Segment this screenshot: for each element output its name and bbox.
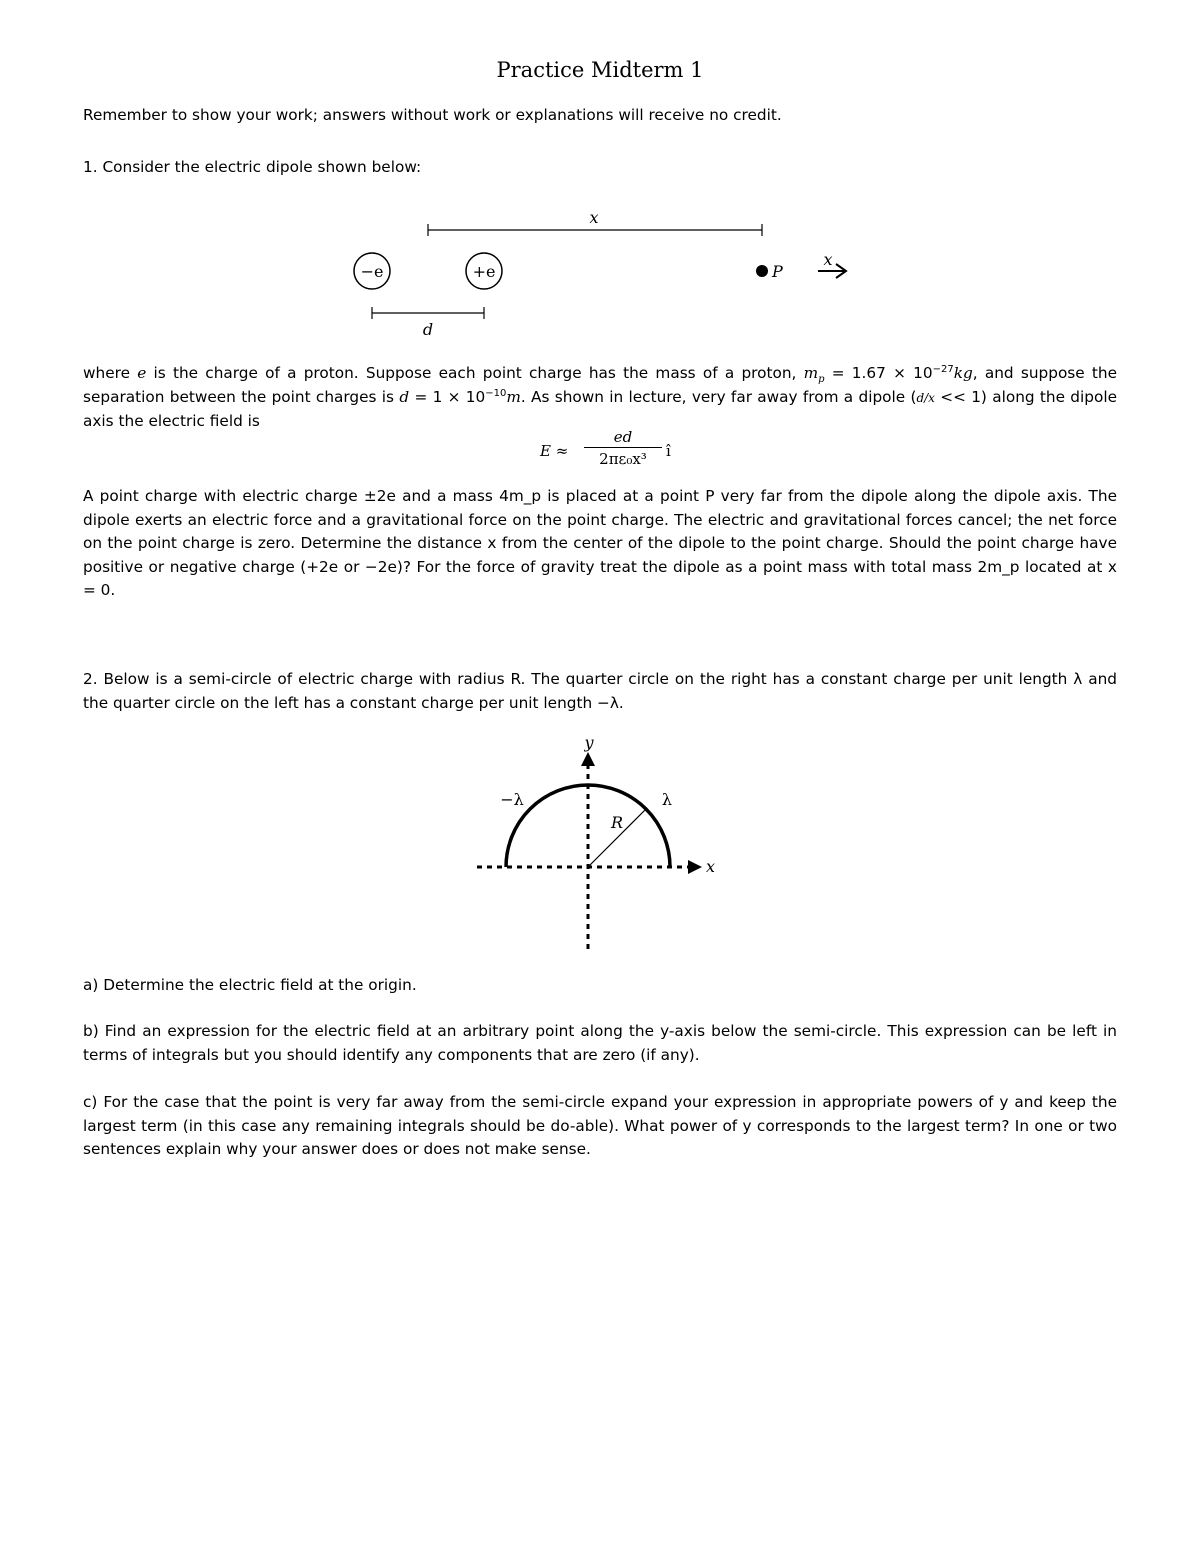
question-1-task: A point charge with electric charge ±2e and a mass 4m_p is placed at a point P very far from the dipole along the dipole axis. The dipole exerts an electric force and a gravitational force on the point charge. The electric and gravitational forces cancel; the net force on the point charge is zero. Determine the distance x from the center of the dipole to the point charge. Should the point charge have positive or negative charge (+2e or −2e)? For the force of gravity treat the dipole as a point mass with total mass 2m_p located at x = 0.	[83, 487, 1117, 599]
x-axis-arrow-icon	[688, 860, 702, 874]
question-1-setup: where e is the charge of a proton. Suppose each point charge has the mass of a proton, $m_p = 1.67 \times 10^{-27}kg$, and suppose the separation between the point charges is $d = 1 \times 10^{-10}m$. As shown in lecture, very far away from a dipole (d/x << 1) along the dipole axis the electric field is	[83, 363, 1118, 430]
point-p-dot	[756, 265, 768, 277]
page-title: Practice Midterm 1	[496, 58, 704, 82]
y-axis-label: y	[584, 733, 594, 752]
instructions: Remember to show your work; answers without work or explanations will receive no credit.	[83, 106, 782, 124]
negative-charge-label: −e	[360, 262, 384, 281]
label-x-top: x	[589, 208, 599, 227]
radius-label: R	[610, 813, 624, 832]
direction-label-x: x	[823, 250, 833, 269]
x-axis-label: x	[706, 857, 716, 876]
formula-denominator: 2πε₀x³	[599, 450, 647, 468]
right-charge-label: λ	[661, 790, 673, 809]
question-2-heading: 2. Below is a semi-circle of electric charge with radius R. The quarter circle on the right has a constant charge per unit length λ and the quarter circle on the left has a constant charge per unit length −λ.	[83, 670, 1117, 712]
point-p-label: P	[772, 262, 783, 281]
semicircle-diagram	[0, 730, 1200, 960]
question-2-part-a: a) Determine the electric field at the origin.	[83, 976, 417, 994]
dipole-diagram	[0, 195, 1200, 345]
distance-d-bracket	[372, 307, 484, 319]
question-2-part-b: b) Find an expression for the electric field at an arbitrary point along the y-axis below the semi-circle. This expression can be left in terms of integrals but you should identify any components that are zero (if any).	[83, 1022, 1117, 1064]
question-1-heading: 1. Consider the electric dipole shown below:	[83, 158, 422, 176]
formula-unit-vector: î	[666, 442, 671, 460]
formula-fraction	[584, 428, 662, 468]
label-d: d	[422, 320, 434, 339]
formula-lhs: E ≈	[540, 442, 569, 460]
formula-numerator: ed	[584, 428, 662, 448]
positive-charge-label: +e	[472, 262, 496, 281]
dipole-field-formula	[540, 428, 680, 480]
question-2-part-c: c) For the case that the point is very far away from the semi-circle expand your expression in appropriate powers of y and keep the largest term (in this case any remaining integrals should be do-able). What power of y corresponds to the largest term? In one or two sentences explain why your answer does or does not make sense.	[83, 1093, 1117, 1158]
y-axis-arrow-icon	[581, 752, 595, 766]
left-charge-label: −λ	[500, 790, 524, 809]
